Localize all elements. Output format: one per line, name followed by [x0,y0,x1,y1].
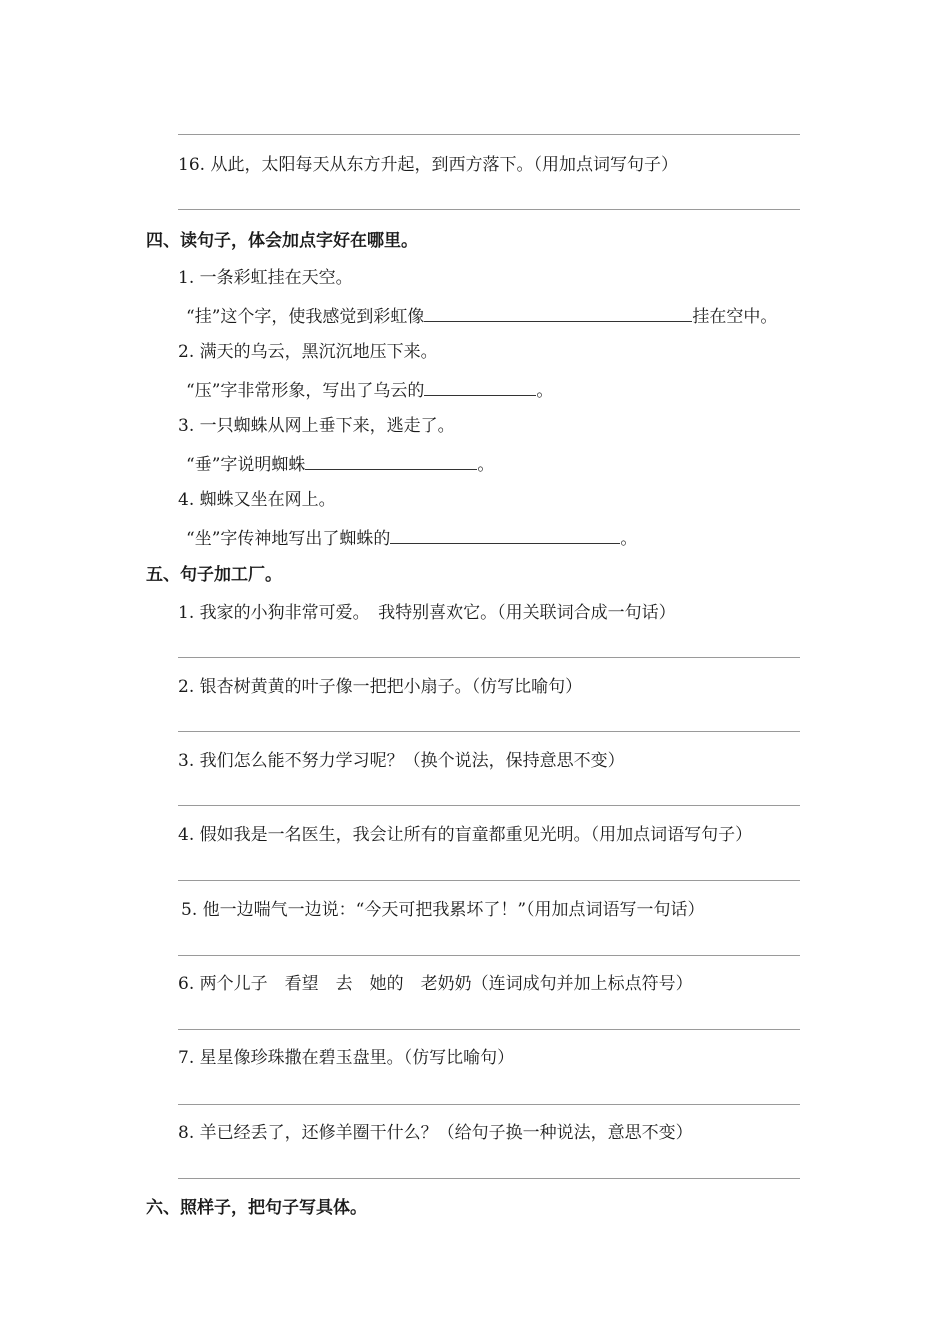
answer-line-s5-5[interactable] [178,955,800,956]
s4-item-4-prompt-before: “坐”字传神地写出了蜘蛛的 [186,529,391,549]
section-6-title: 六、照样子，把句子写具体。 [146,1198,367,1218]
answer-line-s5-3[interactable] [178,805,800,806]
s4-item-2-prompt-before: “压”字非常形象，写出了乌云的 [186,381,425,401]
s4-item-1-prompt-after: 挂在空中。 [692,307,778,327]
answer-line-s5-1[interactable] [178,657,800,658]
answer-line-s5-2[interactable] [178,731,800,732]
answer-line-q16[interactable] [178,209,800,210]
fill-blank-2[interactable] [424,377,536,396]
answer-line-s5-6[interactable] [178,1029,800,1030]
answer-line-s5-4[interactable] [178,880,800,881]
s4-item-3-sentence: 3. 一只蜘蛛从网上垂下来，逃走了。 [178,416,455,436]
s4-item-2-prompt-after: 。 [536,381,554,401]
answer-line-s5-8[interactable] [178,1178,800,1179]
s4-item-4-prompt-after: 。 [620,529,638,549]
fill-blank-3[interactable] [305,451,477,470]
answer-line[interactable] [178,134,800,135]
s5-item-2: 2. 银杏树黄黄的叶子像一把把小扇子。（仿写比喻句） [178,677,583,697]
s4-item-4-sentence: 4. 蜘蛛又坐在网上。 [178,490,336,510]
s4-item-1-prompt-before: “挂”这个字，使我感觉到彩虹像 [186,307,425,327]
answer-line-s5-7[interactable] [178,1104,800,1105]
s4-item-3-prompt [186,451,494,477]
question-16: 16. 从此，太阳每天从东方升起，到西方落下。（用加点词写句子） [178,155,678,175]
s5-item-1: 1. 我家的小狗非常可爱。 我特别喜欢它。（用关联词合成一句话） [178,603,676,623]
section-5-title: 五、句子加工厂。 [146,565,282,585]
s5-item-8: 8. 羊已经丢了，还修羊圈干什么？（给句子换一种说法，意思不变） [178,1123,693,1143]
s5-item-5: 5. 他一边喘气一边说：“今天可把我累坏了！”（用加点词语写一句话） [181,900,705,920]
s4-item-2-sentence: 2. 满天的乌云，黑沉沉地压下来。 [178,342,438,362]
fill-blank-1[interactable] [424,303,692,322]
s4-item-1-sentence: 1. 一条彩虹挂在天空。 [178,268,353,288]
s4-item-3-prompt-after: 。 [477,455,495,475]
s4-item-1-prompt [186,303,777,329]
s5-item-6: 6. 两个儿子 看望 去 她的 老奶奶（连词成句并加上标点符号） [178,974,693,994]
s5-item-3: 3. 我们怎么能不努力学习呢？（换个说法，保持意思不变） [178,751,625,771]
fill-blank-4[interactable] [390,525,620,544]
s4-item-3-prompt-before: “垂”字说明蜘蛛 [186,455,306,475]
s5-item-7: 7. 星星像珍珠撒在碧玉盘里。（仿写比喻句） [178,1048,515,1068]
s5-item-4: 4. 假如我是一名医生，我会让所有的盲童都重见光明。（用加点词语写句子） [178,825,753,845]
s4-item-2-prompt [186,377,553,403]
section-4-title: 四、读句子，体会加点字好在哪里。 [146,231,418,251]
s4-item-4-prompt [186,525,637,551]
